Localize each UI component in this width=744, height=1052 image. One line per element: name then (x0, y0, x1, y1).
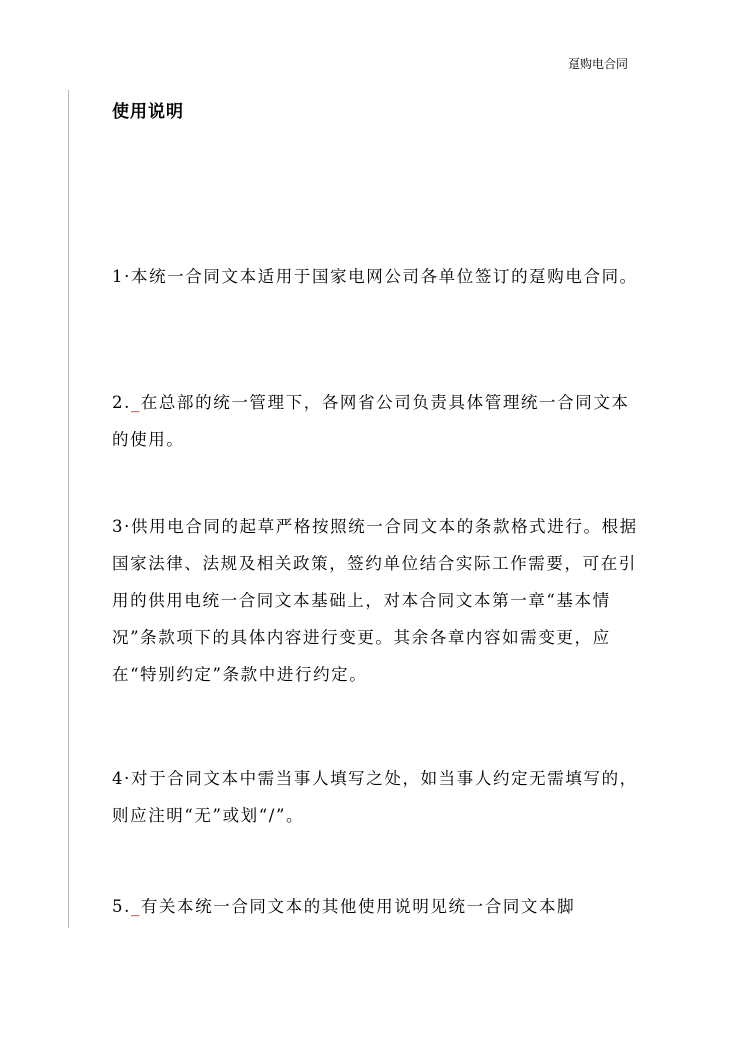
paragraph-text: 供用电合同的起草严格按照统一合同文本的条款格式进行。根据国家法律、法规及相关政策，签约单位结合实际工作需要，可在引用的供用电统一合同文本基础上，对本合同文本第一章“基本情况”条款项下的具体内容进行变更。其余各章内容如需变更，应在“特别约定”条款中进行约定。 (112, 517, 638, 684)
margin-rule (68, 90, 69, 928)
number-separator: · (124, 267, 131, 286)
number-separator: . (124, 897, 131, 916)
number-separator: · (124, 517, 131, 536)
paragraph-4 (112, 760, 642, 834)
paragraph-2 (112, 384, 642, 458)
paragraph-1 (112, 258, 642, 295)
paragraph-5 (112, 888, 642, 925)
paragraph-number: 1 (112, 267, 125, 286)
number-separator: · (124, 769, 131, 788)
paragraph-number: 5 (112, 897, 125, 916)
number-separator: . (124, 393, 131, 412)
paragraph-text: 有关本统一合同文本的其他使用说明见统一合同文本脚 (140, 897, 576, 916)
running-header: 趸购电合同 (567, 57, 628, 71)
paragraph-number: 2 (112, 393, 125, 412)
revision-mark: _ (130, 393, 141, 412)
paragraph-number: 3 (112, 517, 125, 536)
paragraph-text: 在总部的统一管理下，各网省公司负责具体管理统一合同文本的使用。 (112, 393, 630, 449)
paragraph-text: 对于合同文本中需当事人填写之处，如当事人约定无需填写的，则应注明“无”或划“/”。 (112, 769, 638, 825)
paragraph-3 (112, 508, 642, 693)
paragraph-number: 4 (112, 769, 125, 788)
revision-mark: _ (130, 897, 141, 916)
paragraph-text: 本统一合同文本适用于国家电网公司各单位签订的趸购电合同。 (130, 267, 638, 286)
page-title: 使用说明 (112, 102, 184, 122)
